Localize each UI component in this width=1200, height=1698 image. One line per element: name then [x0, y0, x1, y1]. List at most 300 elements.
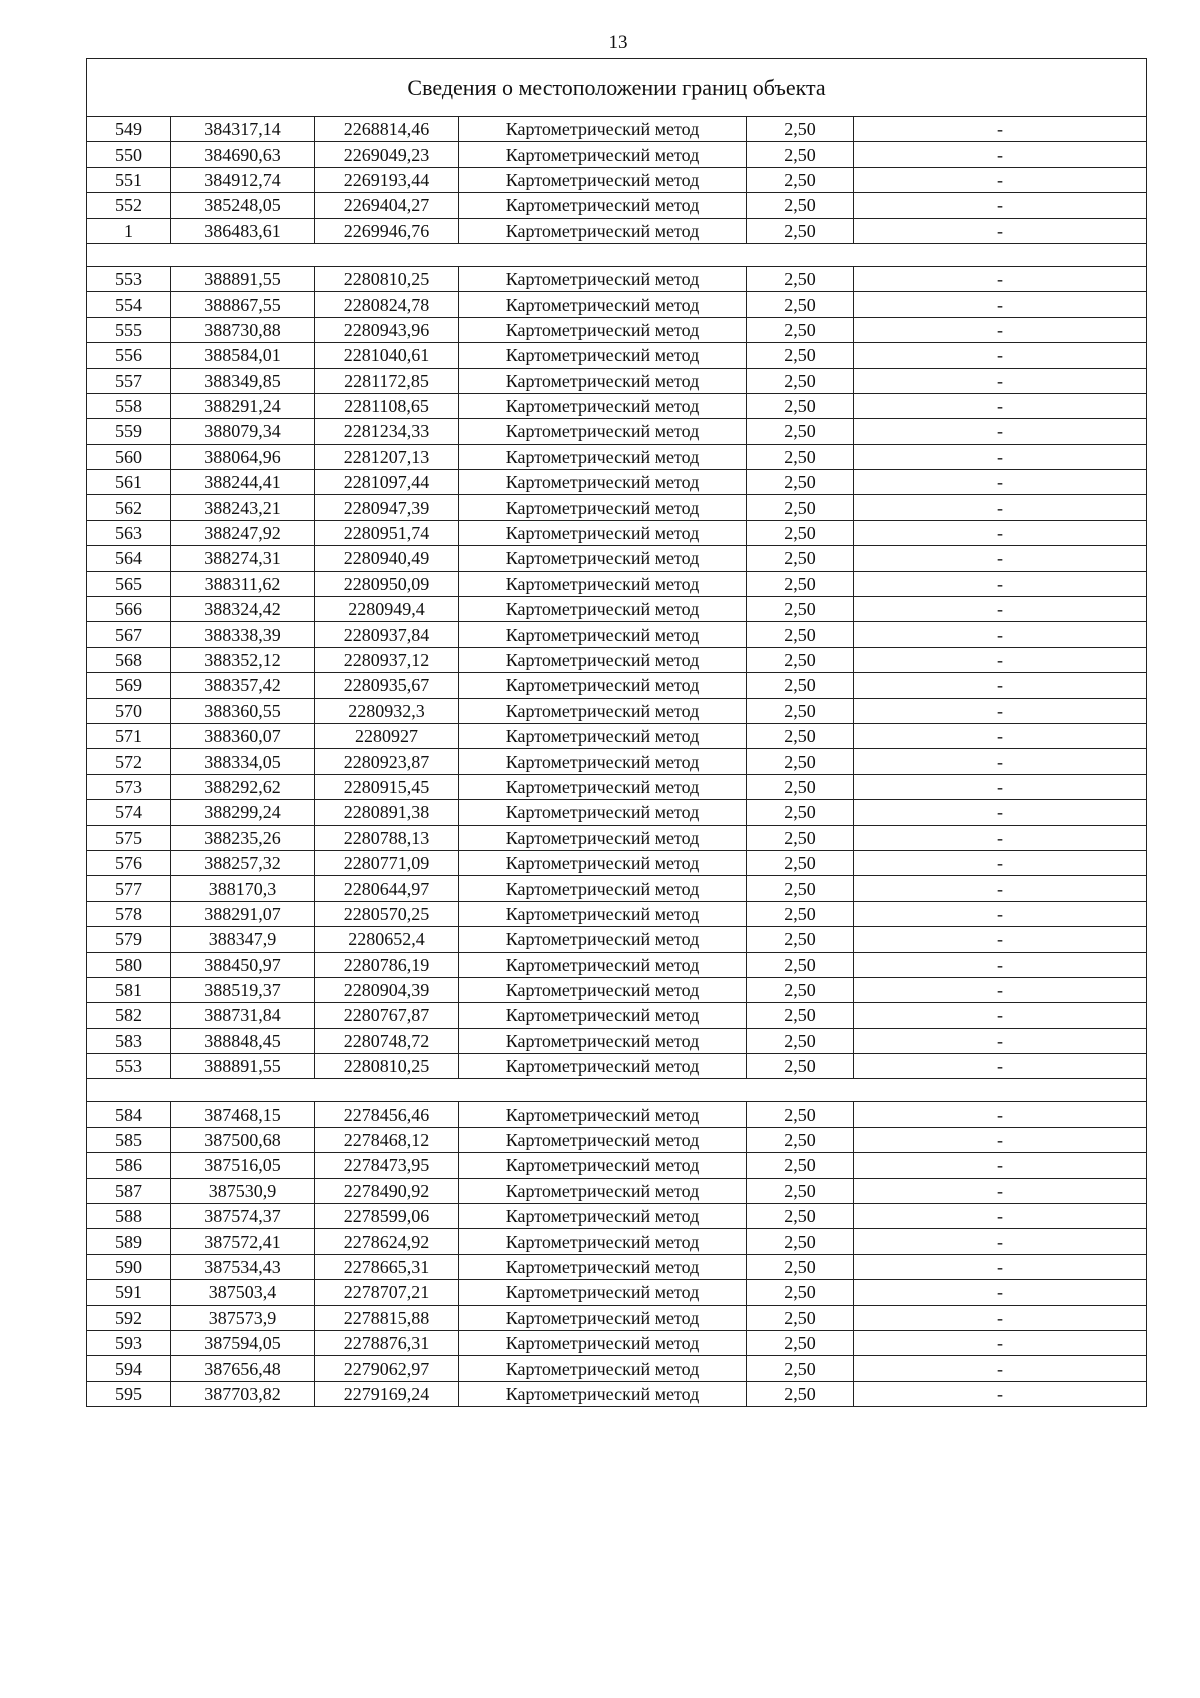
table-row [87, 546, 1147, 571]
point-number-cell: 557 [87, 368, 171, 393]
table-row [87, 292, 1147, 317]
x-coordinate-cell: 388891,55 [171, 1054, 315, 1079]
table-row [87, 647, 1147, 672]
method-cell: Картометрический метод [459, 1381, 747, 1406]
point-number-cell: 589 [87, 1229, 171, 1254]
description-cell: - [854, 167, 1147, 192]
y-coordinate-cell: 2280824,78 [315, 292, 459, 317]
x-coordinate-cell: 387468,15 [171, 1102, 315, 1127]
method-cell: Картометрический метод [459, 597, 747, 622]
precision-cell: 2,50 [747, 977, 854, 1002]
precision-cell: 2,50 [747, 142, 854, 167]
table-row [87, 825, 1147, 850]
method-cell: Картометрический метод [459, 622, 747, 647]
precision-cell: 2,50 [747, 470, 854, 495]
y-coordinate-cell: 2280891,38 [315, 800, 459, 825]
description-cell: - [854, 368, 1147, 393]
point-number-cell: 572 [87, 749, 171, 774]
method-cell: Картометрический метод [459, 1356, 747, 1381]
point-number-cell: 595 [87, 1381, 171, 1406]
precision-cell: 2,50 [747, 825, 854, 850]
precision-cell: 2,50 [747, 546, 854, 571]
method-cell: Картометрический метод [459, 444, 747, 469]
description-cell: - [854, 977, 1147, 1002]
x-coordinate-cell: 387656,48 [171, 1356, 315, 1381]
y-coordinate-cell: 2278707,21 [315, 1280, 459, 1305]
method-cell: Картометрический метод [459, 800, 747, 825]
y-coordinate-cell: 2269193,44 [315, 167, 459, 192]
x-coordinate-cell: 387530,9 [171, 1178, 315, 1203]
precision-cell: 2,50 [747, 393, 854, 418]
table-row [87, 317, 1147, 342]
point-number-cell: 553 [87, 1054, 171, 1079]
point-number-cell: 577 [87, 876, 171, 901]
table-row [87, 1305, 1147, 1330]
x-coordinate-cell: 387573,9 [171, 1305, 315, 1330]
description-cell: - [854, 419, 1147, 444]
y-coordinate-cell: 2280904,39 [315, 977, 459, 1002]
x-coordinate-cell: 387572,41 [171, 1229, 315, 1254]
point-number-cell: 556 [87, 343, 171, 368]
y-coordinate-cell: 2280937,12 [315, 647, 459, 672]
table-row [87, 193, 1147, 218]
table-row [87, 876, 1147, 901]
y-coordinate-cell: 2280940,49 [315, 546, 459, 571]
table-row [87, 520, 1147, 545]
x-coordinate-cell: 388274,31 [171, 546, 315, 571]
description-cell: - [854, 825, 1147, 850]
description-cell: - [854, 193, 1147, 218]
point-number-cell: 559 [87, 419, 171, 444]
description-cell: - [854, 142, 1147, 167]
point-number-cell: 561 [87, 470, 171, 495]
precision-cell: 2,50 [747, 495, 854, 520]
point-number-cell: 575 [87, 825, 171, 850]
method-cell: Картометрический метод [459, 1280, 747, 1305]
description-cell: - [854, 723, 1147, 748]
description-cell: - [854, 546, 1147, 571]
y-coordinate-cell: 2281108,65 [315, 393, 459, 418]
table-row [87, 622, 1147, 647]
y-coordinate-cell: 2280943,96 [315, 317, 459, 342]
y-coordinate-cell: 2280949,4 [315, 597, 459, 622]
precision-cell: 2,50 [747, 266, 854, 291]
y-coordinate-cell: 2280644,97 [315, 876, 459, 901]
table-row [87, 1280, 1147, 1305]
point-number-cell: 555 [87, 317, 171, 342]
method-cell: Картометрический метод [459, 749, 747, 774]
method-cell: Картометрический метод [459, 218, 747, 243]
precision-cell: 2,50 [747, 901, 854, 926]
method-cell: Картометрический метод [459, 470, 747, 495]
description-cell: - [854, 343, 1147, 368]
table-row [87, 1330, 1147, 1355]
precision-cell: 2,50 [747, 1153, 854, 1178]
point-number-cell: 550 [87, 142, 171, 167]
y-coordinate-cell: 2280748,72 [315, 1028, 459, 1053]
description-cell: - [854, 1330, 1147, 1355]
x-coordinate-cell: 384317,14 [171, 117, 315, 142]
y-coordinate-cell: 2278456,46 [315, 1102, 459, 1127]
point-number-cell: 567 [87, 622, 171, 647]
boundary-coordinates-table [86, 58, 1147, 1407]
point-number-cell: 579 [87, 927, 171, 952]
y-coordinate-cell: 2279169,24 [315, 1381, 459, 1406]
x-coordinate-cell: 388243,21 [171, 495, 315, 520]
y-coordinate-cell: 2281172,85 [315, 368, 459, 393]
x-coordinate-cell: 388299,24 [171, 800, 315, 825]
method-cell: Картометрический метод [459, 343, 747, 368]
precision-cell: 2,50 [747, 1305, 854, 1330]
precision-cell: 2,50 [747, 647, 854, 672]
precision-cell: 2,50 [747, 1330, 854, 1355]
x-coordinate-cell: 388079,34 [171, 419, 315, 444]
description-cell: - [854, 749, 1147, 774]
point-number-cell: 585 [87, 1127, 171, 1152]
method-cell: Картометрический метод [459, 1254, 747, 1279]
method-cell: Картометрический метод [459, 1153, 747, 1178]
precision-cell: 2,50 [747, 850, 854, 875]
precision-cell: 2,50 [747, 1003, 854, 1028]
y-coordinate-cell: 2280810,25 [315, 266, 459, 291]
description-cell: - [854, 1178, 1147, 1203]
x-coordinate-cell: 388731,84 [171, 1003, 315, 1028]
method-cell: Картометрический метод [459, 1204, 747, 1229]
x-coordinate-cell: 387503,4 [171, 1280, 315, 1305]
y-coordinate-cell: 2280932,3 [315, 698, 459, 723]
table-row [87, 1356, 1147, 1381]
table-row [87, 444, 1147, 469]
method-cell: Картометрический метод [459, 673, 747, 698]
point-number-cell: 587 [87, 1178, 171, 1203]
point-number-cell: 564 [87, 546, 171, 571]
separator-row [87, 1079, 1147, 1102]
point-number-cell: 578 [87, 901, 171, 926]
description-cell: - [854, 266, 1147, 291]
x-coordinate-cell: 387516,05 [171, 1153, 315, 1178]
method-cell: Картометрический метод [459, 571, 747, 596]
x-coordinate-cell: 388519,37 [171, 977, 315, 1002]
y-coordinate-cell: 2280951,74 [315, 520, 459, 545]
table-row [87, 597, 1147, 622]
precision-cell: 2,50 [747, 444, 854, 469]
precision-cell: 2,50 [747, 1054, 854, 1079]
method-cell: Картометрический метод [459, 1305, 747, 1330]
description-cell: - [854, 647, 1147, 672]
y-coordinate-cell: 2269946,76 [315, 218, 459, 243]
y-coordinate-cell: 2280947,39 [315, 495, 459, 520]
table-body [87, 59, 1147, 1407]
precision-cell: 2,50 [747, 117, 854, 142]
point-number-cell: 581 [87, 977, 171, 1002]
point-number-cell: 568 [87, 647, 171, 672]
precision-cell: 2,50 [747, 1127, 854, 1152]
y-coordinate-cell: 2269049,23 [315, 142, 459, 167]
point-number-cell: 551 [87, 167, 171, 192]
table-row [87, 800, 1147, 825]
method-cell: Картометрический метод [459, 647, 747, 672]
method-cell: Картометрический метод [459, 977, 747, 1002]
description-cell: - [854, 876, 1147, 901]
method-cell: Картометрический метод [459, 266, 747, 291]
description-cell: - [854, 952, 1147, 977]
table-row [87, 850, 1147, 875]
description-cell: - [854, 1254, 1147, 1279]
precision-cell: 2,50 [747, 520, 854, 545]
x-coordinate-cell: 388257,32 [171, 850, 315, 875]
point-number-cell: 593 [87, 1330, 171, 1355]
method-cell: Картометрический метод [459, 927, 747, 952]
point-number-cell: 580 [87, 952, 171, 977]
method-cell: Картометрический метод [459, 774, 747, 799]
x-coordinate-cell: 387500,68 [171, 1127, 315, 1152]
table-row [87, 470, 1147, 495]
point-number-cell: 594 [87, 1356, 171, 1381]
y-coordinate-cell: 2280937,84 [315, 622, 459, 647]
precision-cell: 2,50 [747, 343, 854, 368]
description-cell: - [854, 1102, 1147, 1127]
method-cell: Картометрический метод [459, 317, 747, 342]
method-cell: Картометрический метод [459, 167, 747, 192]
point-number-cell: 569 [87, 673, 171, 698]
precision-cell: 2,50 [747, 774, 854, 799]
table-row [87, 419, 1147, 444]
point-number-cell: 562 [87, 495, 171, 520]
description-cell: - [854, 774, 1147, 799]
y-coordinate-cell: 2278876,31 [315, 1330, 459, 1355]
method-cell: Картометрический метод [459, 117, 747, 142]
x-coordinate-cell: 388360,07 [171, 723, 315, 748]
point-number-cell: 583 [87, 1028, 171, 1053]
point-number-cell: 592 [87, 1305, 171, 1330]
x-coordinate-cell: 388324,42 [171, 597, 315, 622]
method-cell: Картометрический метод [459, 1127, 747, 1152]
description-cell: - [854, 1280, 1147, 1305]
method-cell: Картометрический метод [459, 193, 747, 218]
description-cell: - [854, 850, 1147, 875]
table-row [87, 1127, 1147, 1152]
y-coordinate-cell: 2280927 [315, 723, 459, 748]
table-row [87, 495, 1147, 520]
method-cell: Картометрический метод [459, 825, 747, 850]
x-coordinate-cell: 388891,55 [171, 266, 315, 291]
description-cell: - [854, 317, 1147, 342]
x-coordinate-cell: 388064,96 [171, 444, 315, 469]
precision-cell: 2,50 [747, 698, 854, 723]
point-number-cell: 566 [87, 597, 171, 622]
x-coordinate-cell: 388170,3 [171, 876, 315, 901]
x-coordinate-cell: 388338,39 [171, 622, 315, 647]
precision-cell: 2,50 [747, 749, 854, 774]
method-cell: Картометрический метод [459, 520, 747, 545]
precision-cell: 2,50 [747, 952, 854, 977]
description-cell: - [854, 1127, 1147, 1152]
precision-cell: 2,50 [747, 419, 854, 444]
x-coordinate-cell: 388244,41 [171, 470, 315, 495]
precision-cell: 2,50 [747, 1028, 854, 1053]
precision-cell: 2,50 [747, 1102, 854, 1127]
point-number-cell: 591 [87, 1280, 171, 1305]
x-coordinate-cell: 384690,63 [171, 142, 315, 167]
table-row [87, 901, 1147, 926]
method-cell: Картометрический метод [459, 419, 747, 444]
precision-cell: 2,50 [747, 1204, 854, 1229]
description-cell: - [854, 470, 1147, 495]
x-coordinate-cell: 387703,82 [171, 1381, 315, 1406]
x-coordinate-cell: 388247,92 [171, 520, 315, 545]
precision-cell: 2,50 [747, 292, 854, 317]
table-title: Сведения о местоположении границ объекта [87, 59, 1147, 117]
description-cell: - [854, 1381, 1147, 1406]
x-coordinate-cell: 388292,62 [171, 774, 315, 799]
precision-cell: 2,50 [747, 723, 854, 748]
method-cell: Картометрический метод [459, 1178, 747, 1203]
method-cell: Картометрический метод [459, 495, 747, 520]
x-coordinate-cell: 388311,62 [171, 571, 315, 596]
x-coordinate-cell: 388848,45 [171, 1028, 315, 1053]
table-row [87, 1229, 1147, 1254]
method-cell: Картометрический метод [459, 1028, 747, 1053]
x-coordinate-cell: 388347,9 [171, 927, 315, 952]
table-row [87, 1254, 1147, 1279]
description-cell: - [854, 1153, 1147, 1178]
method-cell: Картометрический метод [459, 1330, 747, 1355]
x-coordinate-cell: 387574,37 [171, 1204, 315, 1229]
point-number-cell: 565 [87, 571, 171, 596]
table-row [87, 571, 1147, 596]
table-row [87, 749, 1147, 774]
table-row [87, 698, 1147, 723]
table-row [87, 1054, 1147, 1079]
x-coordinate-cell: 388730,88 [171, 317, 315, 342]
description-cell: - [854, 117, 1147, 142]
point-number-cell: 584 [87, 1102, 171, 1127]
table-row [87, 167, 1147, 192]
x-coordinate-cell: 387534,43 [171, 1254, 315, 1279]
description-cell: - [854, 1356, 1147, 1381]
x-coordinate-cell: 388334,05 [171, 749, 315, 774]
description-cell: - [854, 1028, 1147, 1053]
point-number-cell: 1 [87, 218, 171, 243]
precision-cell: 2,50 [747, 1229, 854, 1254]
precision-cell: 2,50 [747, 193, 854, 218]
description-cell: - [854, 520, 1147, 545]
precision-cell: 2,50 [747, 1254, 854, 1279]
method-cell: Картометрический метод [459, 698, 747, 723]
description-cell: - [854, 1204, 1147, 1229]
y-coordinate-cell: 2280771,09 [315, 850, 459, 875]
table-title-row [87, 59, 1147, 117]
x-coordinate-cell: 388291,07 [171, 901, 315, 926]
point-number-cell: 549 [87, 117, 171, 142]
x-coordinate-cell: 388291,24 [171, 393, 315, 418]
table-row [87, 1178, 1147, 1203]
point-number-cell: 576 [87, 850, 171, 875]
table-row [87, 927, 1147, 952]
y-coordinate-cell: 2280652,4 [315, 927, 459, 952]
table-row [87, 142, 1147, 167]
point-number-cell: 588 [87, 1204, 171, 1229]
precision-cell: 2,50 [747, 218, 854, 243]
description-cell: - [854, 218, 1147, 243]
y-coordinate-cell: 2280786,19 [315, 952, 459, 977]
x-coordinate-cell: 386483,61 [171, 218, 315, 243]
y-coordinate-cell: 2280923,87 [315, 749, 459, 774]
description-cell: - [854, 571, 1147, 596]
method-cell: Картометрический метод [459, 393, 747, 418]
precision-cell: 2,50 [747, 622, 854, 647]
description-cell: - [854, 1003, 1147, 1028]
description-cell: - [854, 1229, 1147, 1254]
table-row [87, 723, 1147, 748]
x-coordinate-cell: 388235,26 [171, 825, 315, 850]
description-cell: - [854, 597, 1147, 622]
table-row [87, 673, 1147, 698]
point-number-cell: 573 [87, 774, 171, 799]
page-number: 13 [608, 32, 628, 53]
table-row [87, 218, 1147, 243]
precision-cell: 2,50 [747, 1178, 854, 1203]
point-number-cell: 553 [87, 266, 171, 291]
x-coordinate-cell: 387594,05 [171, 1330, 315, 1355]
point-number-cell: 586 [87, 1153, 171, 1178]
precision-cell: 2,50 [747, 927, 854, 952]
x-coordinate-cell: 384912,74 [171, 167, 315, 192]
method-cell: Картометрический метод [459, 368, 747, 393]
separator-row [87, 243, 1147, 266]
point-number-cell: 571 [87, 723, 171, 748]
precision-cell: 2,50 [747, 167, 854, 192]
method-cell: Картометрический метод [459, 1102, 747, 1127]
description-cell: - [854, 901, 1147, 926]
method-cell: Картометрический метод [459, 723, 747, 748]
point-number-cell: 570 [87, 698, 171, 723]
point-number-cell: 554 [87, 292, 171, 317]
method-cell: Картометрический метод [459, 546, 747, 571]
table-row [87, 343, 1147, 368]
table-row [87, 952, 1147, 977]
method-cell: Картометрический метод [459, 952, 747, 977]
description-cell: - [854, 393, 1147, 418]
x-coordinate-cell: 388349,85 [171, 368, 315, 393]
y-coordinate-cell: 2280915,45 [315, 774, 459, 799]
method-cell: Картометрический метод [459, 901, 747, 926]
description-cell: - [854, 698, 1147, 723]
table-row [87, 774, 1147, 799]
table-row [87, 117, 1147, 142]
y-coordinate-cell: 2269404,27 [315, 193, 459, 218]
point-number-cell: 552 [87, 193, 171, 218]
point-number-cell: 560 [87, 444, 171, 469]
method-cell: Картометрический метод [459, 1003, 747, 1028]
point-number-cell: 563 [87, 520, 171, 545]
y-coordinate-cell: 2281040,61 [315, 343, 459, 368]
separator-cell [87, 1079, 1147, 1102]
description-cell: - [854, 622, 1147, 647]
method-cell: Картометрический метод [459, 142, 747, 167]
precision-cell: 2,50 [747, 317, 854, 342]
x-coordinate-cell: 388360,55 [171, 698, 315, 723]
y-coordinate-cell: 2280810,25 [315, 1054, 459, 1079]
precision-cell: 2,50 [747, 368, 854, 393]
y-coordinate-cell: 2278473,95 [315, 1153, 459, 1178]
method-cell: Картометрический метод [459, 1229, 747, 1254]
y-coordinate-cell: 2280570,25 [315, 901, 459, 926]
method-cell: Картометрический метод [459, 292, 747, 317]
y-coordinate-cell: 2278490,92 [315, 1178, 459, 1203]
separator-cell [87, 243, 1147, 266]
precision-cell: 2,50 [747, 673, 854, 698]
